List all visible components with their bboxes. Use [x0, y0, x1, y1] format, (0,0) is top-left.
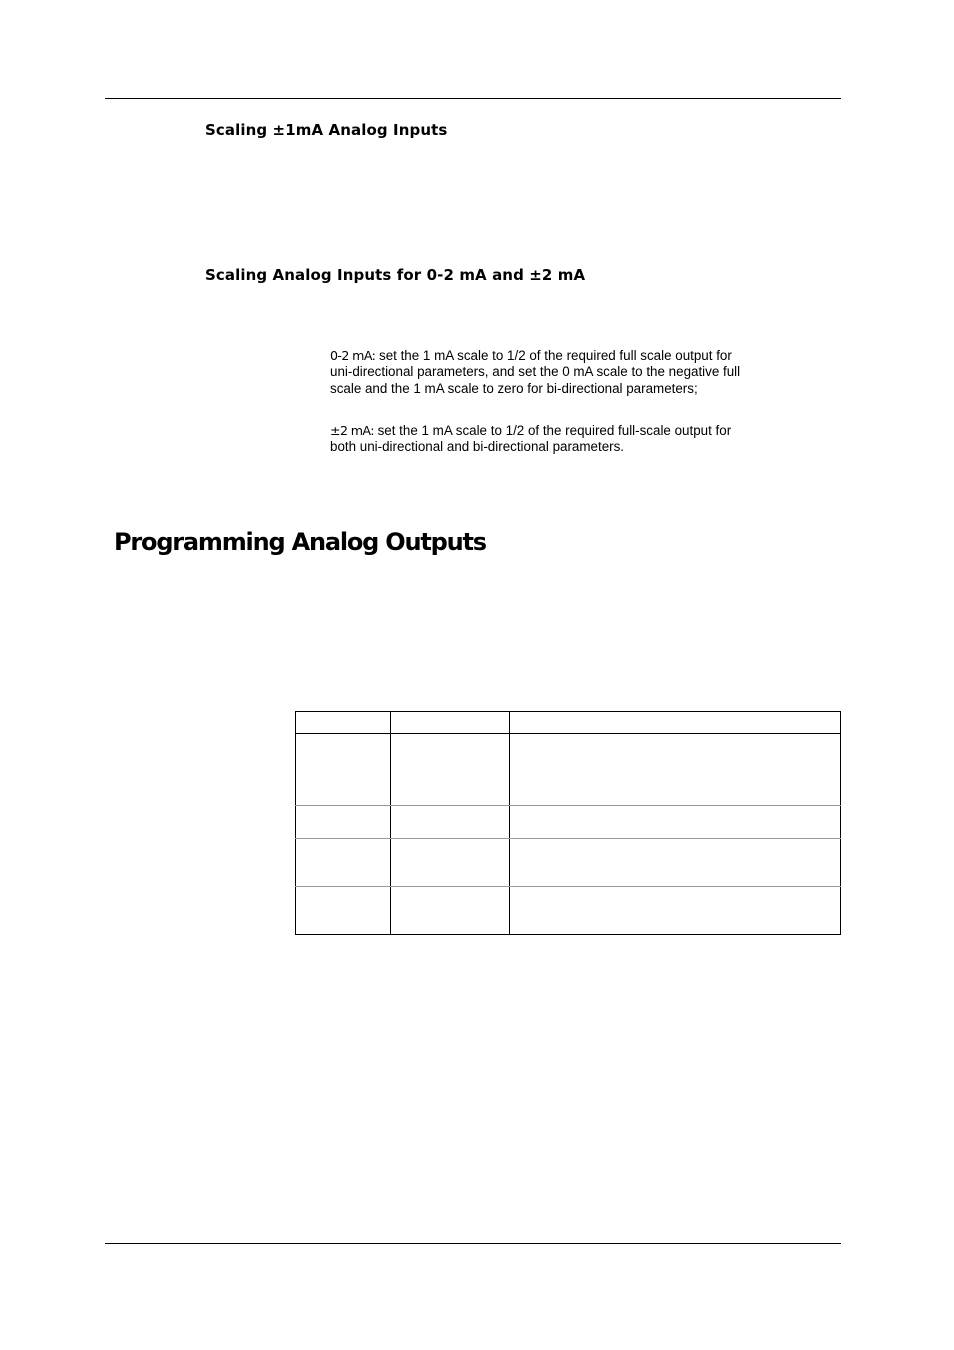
note-pm-2ma [330, 423, 750, 456]
table-cell [296, 806, 391, 839]
table-header-cell [391, 712, 510, 734]
table-cell [510, 734, 841, 806]
table-cell [391, 887, 510, 935]
main-heading: Programming Analog Outputs [114, 528, 486, 556]
table-cell [391, 734, 510, 806]
section-heading-scaling-1ma: Scaling ±1mA Analog Inputs [205, 121, 448, 139]
note-term: ±2 mA: [330, 423, 374, 438]
table-header-cell [510, 712, 841, 734]
section-heading-scaling-2ma: Scaling Analog Inputs for 0-2 mA and ±2 mA [205, 266, 586, 284]
note-text: set the 1 mA scale to 1/2 of the required full scale output for uni-directional parameters, and set the 0 mA scale to the negative full scale and the 1 mA scale to zero for bi-directional parameters; [330, 348, 741, 396]
analog-outputs-table [295, 711, 841, 935]
note-text: set the 1 mA scale to 1/2 of the required full-scale output for both uni-directional and bi-directional parameters. [330, 423, 732, 455]
table-cell [391, 839, 510, 887]
table-cell [510, 887, 841, 935]
table-cell [510, 806, 841, 839]
note-0-2ma [330, 348, 750, 397]
footer-rule [105, 1243, 841, 1244]
table-cell [296, 887, 391, 935]
table-row [296, 839, 841, 887]
table-row [296, 734, 841, 806]
table-cell [510, 839, 841, 887]
table-header-cell [296, 712, 391, 734]
table-cell [296, 734, 391, 806]
header-rule [105, 98, 841, 99]
note-term: 0-2 mA: [330, 348, 376, 363]
table-cell [391, 806, 510, 839]
table-cell [296, 839, 391, 887]
table-row [296, 806, 841, 839]
table-row [296, 887, 841, 935]
table-header-row [296, 712, 841, 734]
